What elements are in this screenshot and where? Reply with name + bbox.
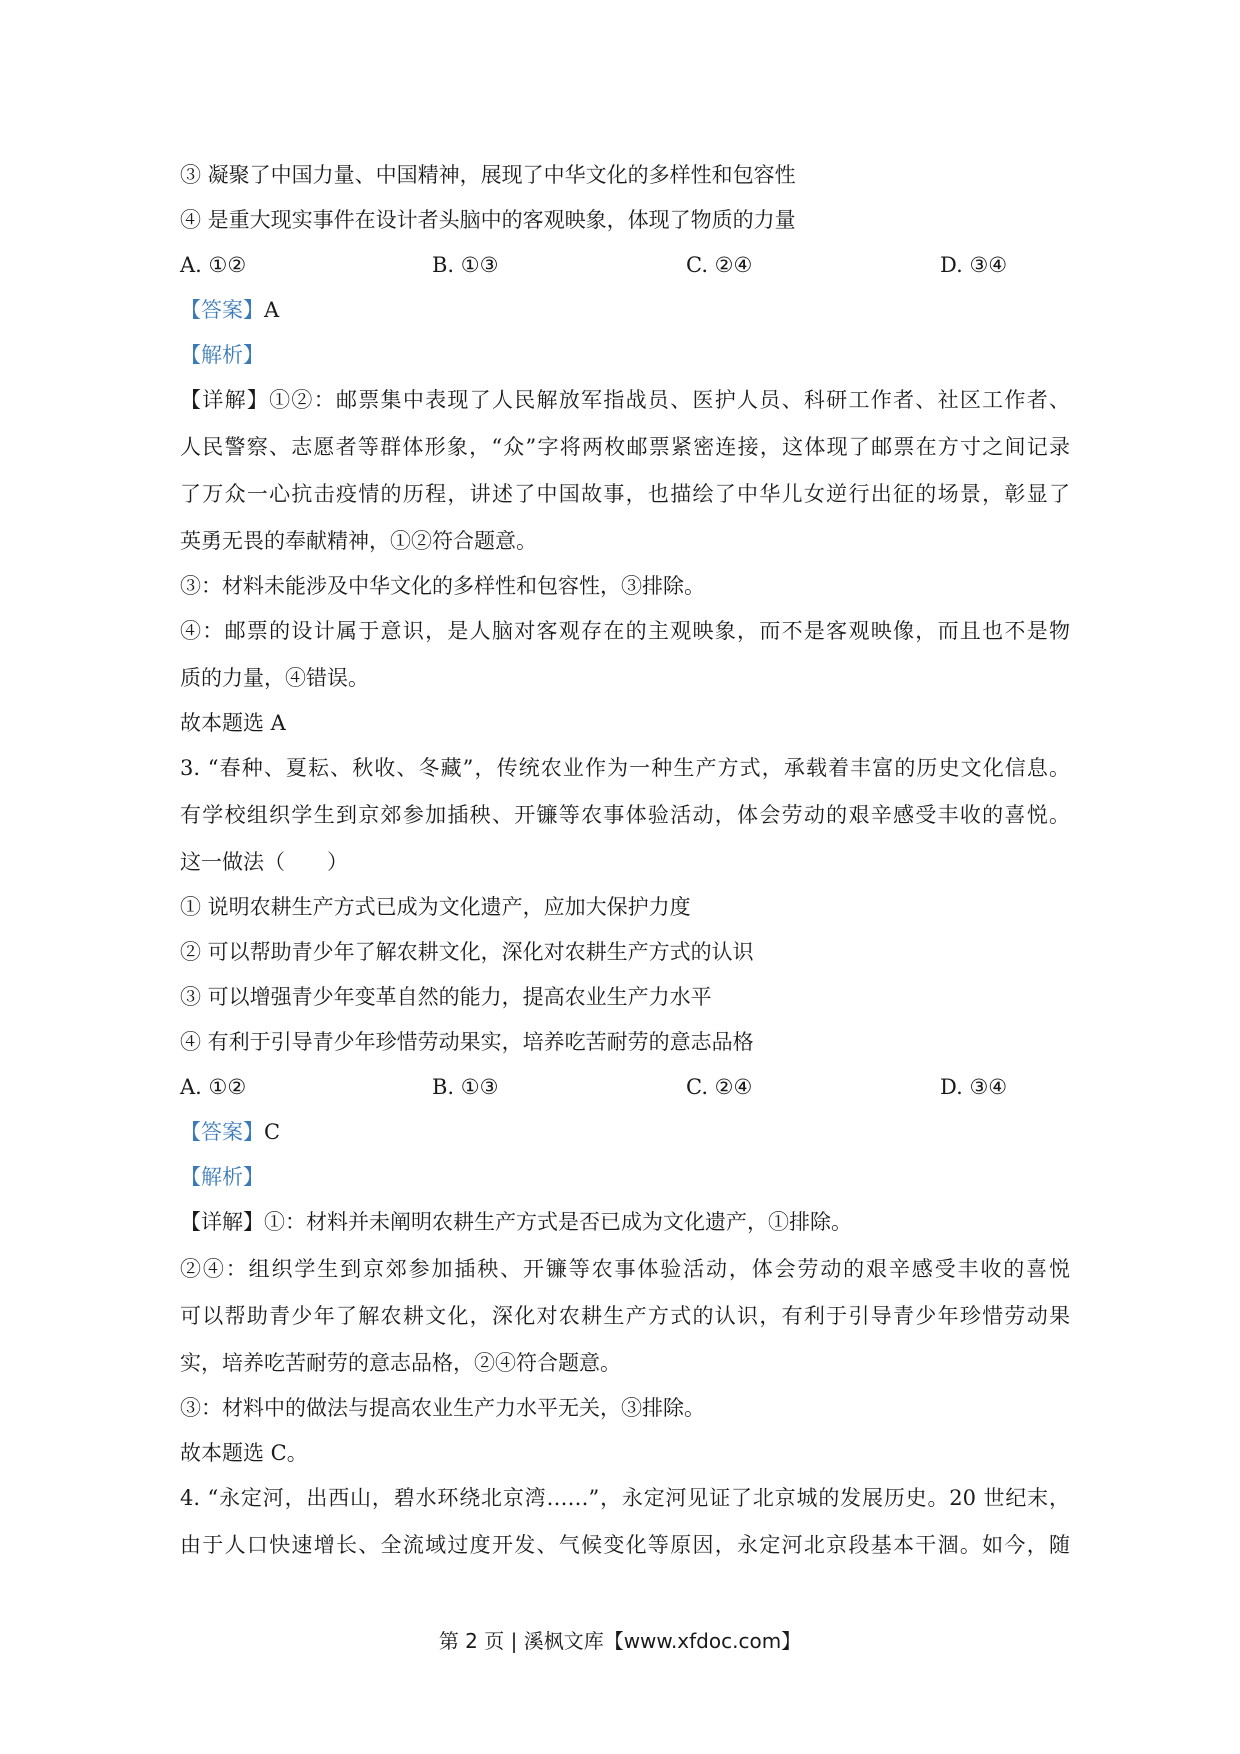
q3-conclusion: 故本题选 C。	[180, 1441, 308, 1465]
q3-answer	[180, 1117, 1070, 1147]
q2-answer	[180, 295, 1070, 325]
q2-statement-4: ④ 是重大现实事件在设计者头脑中的客观映象，体现了物质的力量	[180, 208, 796, 232]
q3-option-c: C. ②④	[686, 1075, 753, 1099]
page-footer: 第 2 页 | 溪枫文库【www.xfdoc.com】	[438, 1629, 802, 1653]
q2-detail-line-6: ④：邮票的设计属于意识，是人脑对客观存在的主观映象，而不是客观映像，而且也不是物	[180, 619, 1070, 643]
q3-statement-1: ① 说明农耕生产方式已成为文化遗产，应加大保护力度	[180, 895, 691, 919]
q2-option-b: B. ①③	[432, 253, 499, 277]
q3-options	[180, 1072, 1070, 1102]
q3-stem-line-1: 3. “春种、夏耘、秋收、冬藏”，传统农业作为一种生产方式，承载着丰富的历史文化信息。	[180, 756, 1070, 780]
q3-option-b: B. ①③	[432, 1075, 499, 1099]
q3-statement-2: ② 可以帮助青少年了解农耕文化，深化对农耕生产方式的认识	[180, 940, 754, 964]
q2-option-c: C. ②④	[686, 253, 753, 277]
q3-detail-line-5: ③：材料中的做法与提高农业生产力水平无关，③排除。	[180, 1396, 705, 1420]
q2-detail-line-5: ③：材料未能涉及中华文化的多样性和包容性，③排除。	[180, 574, 705, 598]
q3-option-a: A. ①②	[180, 1075, 247, 1099]
q2-answer-tag: 【答案】	[180, 298, 264, 322]
q2-conclusion: 故本题选 A	[180, 711, 286, 735]
q3-answer-value: C	[264, 1120, 281, 1144]
q3-detail-line-3: 可以帮助青少年了解农耕文化，深化对农耕生产方式的认识，有利于引导青少年珍惜劳动果	[180, 1304, 1070, 1328]
q3-detail-line-1: 【详解】①：材料并未阐明农耕生产方式是否已成为文化遗产，①排除。	[180, 1210, 852, 1234]
q2-options	[180, 250, 1070, 280]
q3-stem-line-2: 有学校组织学生到京郊参加插秧、开镰等农事体验活动，体会劳动的艰辛感受丰收的喜悦。	[180, 803, 1070, 827]
q2-detail-line-1: 【详解】①②：邮票集中表现了人民解放军指战员、医护人员、科研工作者、社区工作者、	[180, 388, 1070, 412]
q2-detail-line-3: 了万众一心抗击疫情的历程，讲述了中国故事，也描绘了中华儿女逆行出征的场景，彰显了	[180, 482, 1070, 506]
q3-detail-line-2: ②④：组织学生到京郊参加插秧、开镰等农事体验活动，体会劳动的艰辛感受丰收的喜悦	[180, 1257, 1070, 1281]
q3-stem-line-3: 这一做法（ ）	[180, 850, 348, 874]
q3-option-d: D. ③④	[940, 1075, 1008, 1099]
q4-stem-line-2: 由于人口快速增长、全流域过度开发、气候变化等原因，永定河北京段基本干涸。如今，随	[180, 1533, 1070, 1557]
q3-statement-4: ④ 有利于引导青少年珍惜劳动果实，培养吃苦耐劳的意志品格	[180, 1030, 754, 1054]
q2-detail-line-2: 人民警察、志愿者等群体形象，“众”字将两枚邮票紧密连接，这体现了邮票在方寸之间记录	[180, 435, 1070, 459]
q2-option-a: A. ①②	[180, 253, 247, 277]
q2-detail-line-7: 质的力量，④错误。	[180, 666, 369, 690]
q4-stem-line-1: 4. “永定河，出西山，碧水环绕北京湾……”，永定河见证了北京城的发展历史。20 世纪末，	[180, 1486, 1070, 1510]
q2-analysis-tag: 【解析】	[180, 343, 264, 367]
q3-detail-line-4: 实，培养吃苦耐劳的意志品格，②④符合题意。	[180, 1351, 621, 1375]
q3-answer-tag: 【答案】	[180, 1120, 264, 1144]
q2-statement-3: ③ 凝聚了中国力量、中国精神，展现了中华文化的多样性和包容性	[180, 163, 796, 187]
q3-analysis-tag: 【解析】	[180, 1165, 264, 1189]
q2-option-d: D. ③④	[940, 253, 1008, 277]
q2-answer-value: A	[264, 298, 280, 322]
q2-detail-line-4: 英勇无畏的奉献精神，①②符合题意。	[180, 529, 537, 553]
q3-statement-3: ③ 可以增强青少年变革自然的能力，提高农业生产力水平	[180, 985, 712, 1009]
